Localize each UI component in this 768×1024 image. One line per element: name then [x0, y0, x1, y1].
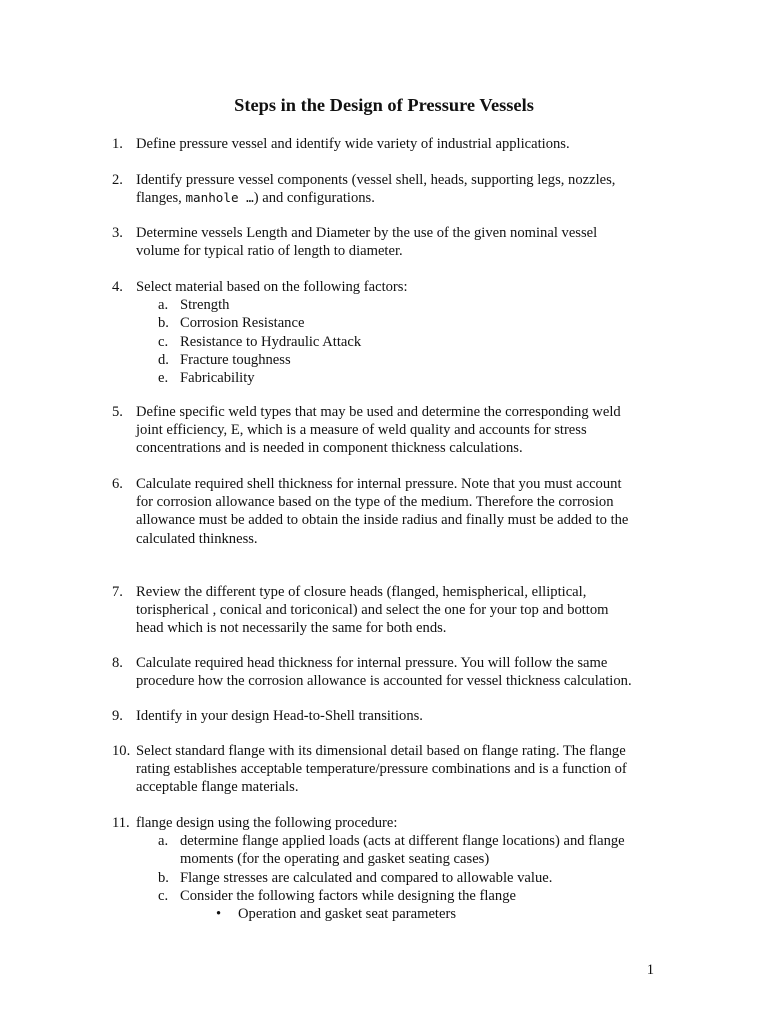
- list-item-6: [112, 475, 672, 548]
- monospace-text: manhole …: [185, 190, 254, 206]
- bullet-text: Operation and gasket seat parameters: [238, 906, 457, 923]
- item-text: Review the different type of closure heads (flanged, hemispherical, elliptical,: [136, 584, 587, 600]
- sub-item-text: Flange stresses are calculated and compared to allowable value.: [180, 869, 553, 886]
- item-text: flange design using the following procedure:: [136, 815, 398, 831]
- sub-item-letter: e.: [158, 370, 169, 387]
- sub-item: [158, 869, 672, 887]
- item-text: volume for typical ratio of length to diameter.: [136, 243, 403, 260]
- list-item-8: [112, 654, 672, 690]
- list-item-10: [112, 742, 672, 797]
- list-item-11: [112, 814, 672, 923]
- item-text: Identify pressure vessel components (vessel shell, heads, supporting legs, nozzles,: [136, 172, 616, 188]
- sub-item: [158, 369, 672, 387]
- item-number: 7.: [112, 584, 123, 600]
- item-text: Define specific weld types that may be used and determine the corresponding weld: [136, 404, 621, 420]
- sub-item: [158, 314, 672, 332]
- item-number: 2.: [112, 172, 123, 188]
- item-text: concentrations and is needed in component thickness calculations.: [136, 440, 523, 457]
- item-text: Calculate required head thickness for internal pressure. You will follow the same: [136, 655, 608, 671]
- list-item-5: [112, 403, 672, 458]
- item-text: acceptable flange materials.: [136, 779, 299, 796]
- item-text: allowance must be added to obtain the inside radius and finally must be added to the: [136, 512, 629, 529]
- item-text: procedure how the corrosion allowance is accounted for vessel thickness calculation.: [136, 673, 632, 690]
- item-text: Determine vessels Length and Diameter by the use of the given nominal vessel: [136, 225, 598, 241]
- sub-item-text: Consider the following factors while designing the flange: [180, 887, 516, 904]
- item-number: 5.: [112, 404, 123, 420]
- list-item-2: [112, 171, 672, 207]
- item-number: 8.: [112, 655, 123, 671]
- item-text: Select material based on the following factors:: [136, 279, 408, 295]
- sub-item: [158, 351, 672, 369]
- item-text: torispherical , conical and toriconical) and select the one for your top and bottom: [136, 602, 609, 619]
- list-item-9: [112, 707, 672, 725]
- sub-item-text: determine flange applied loads (acts at different flange locations) and flange: [180, 833, 625, 850]
- sub-item: [158, 887, 672, 905]
- item-text: joint efficiency, E, which is a measure of weld quality and accounts for stress: [136, 422, 587, 439]
- sub-item: [158, 296, 672, 314]
- sub-item-text: Fracture toughness: [180, 351, 291, 368]
- item-number: 4.: [112, 279, 123, 295]
- item-text-line: [136, 189, 672, 207]
- page-title: Steps in the Design of Pressure Vessels: [234, 95, 534, 115]
- sub-item-text: Corrosion Resistance: [180, 315, 305, 332]
- sub-item: [158, 832, 672, 868]
- page-number: 1: [646, 962, 654, 978]
- sub-item-text: Resistance to Hydraulic Attack: [180, 333, 362, 350]
- item-text: Calculate required shell thickness for internal pressure. Note that you must account: [136, 476, 622, 492]
- item-text: calculated thinkness.: [136, 530, 258, 547]
- sub-item-letter: b.: [158, 315, 169, 332]
- sub-item: [158, 333, 672, 351]
- item-number: 3.: [112, 225, 123, 241]
- item-number: 10.: [112, 743, 131, 759]
- item-text: Identify in your design Head-to-Shell transitions.: [136, 708, 423, 724]
- sub-item-letter: c.: [158, 333, 169, 350]
- item-number: 1.: [112, 136, 123, 152]
- sub-item-letter: b.: [158, 869, 169, 886]
- sub-item-letter: a.: [158, 297, 169, 314]
- sub-item-letter: c.: [158, 887, 169, 904]
- item-text: head which is not necessarily the same for both ends.: [136, 620, 447, 637]
- sub-item-letter: a.: [158, 833, 169, 850]
- item-number: 11.: [112, 815, 130, 831]
- item-number: 9.: [112, 708, 123, 724]
- item-text: Select standard flange with its dimensional detail based on flange rating. The flange: [136, 743, 626, 759]
- sub-item-letter: d.: [158, 351, 169, 368]
- sub-item-text: Fabricability: [180, 370, 255, 387]
- list-item-1: [112, 135, 672, 153]
- sub-item-text: Strength: [180, 297, 230, 314]
- item-text: for corrosion allowance based on the type of the medium. Therefore the corrosion: [136, 494, 614, 511]
- item-text: rating establishes acceptable temperature/pressure combinations and is a function of: [136, 761, 627, 778]
- list-item-4: [112, 278, 672, 387]
- sub-item-text: moments (for the operating and gasket seating cases): [180, 851, 490, 868]
- list-item-7: [112, 583, 672, 638]
- item-number: 6.: [112, 476, 123, 492]
- text-segment: ) and configurations.: [253, 190, 375, 207]
- list-item-3: [112, 224, 672, 260]
- text-segment: flanges,: [136, 190, 186, 207]
- bullet-icon: •: [216, 906, 222, 923]
- item-text: Define pressure vessel and identify wide variety of industrial applications.: [136, 136, 570, 152]
- bullet-item: [216, 905, 672, 923]
